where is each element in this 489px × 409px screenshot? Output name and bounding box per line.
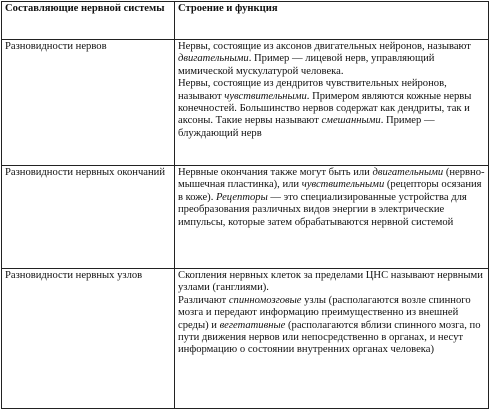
text-run: . Примером являются кожные нервы конечностей. Большинство нервов содержат как дендриты, так и аксоны. Такие нервы называют [178, 90, 472, 127]
header-components: Составляющие нервной системы [2, 2, 175, 40]
table-row [2, 269, 489, 409]
text-run: Скопления нервных клеток за пределами ЦНС называют нервными узлами (ганглиями). [178, 270, 483, 294]
text-run: Нервы, состоящие из дендритов чувствительных нейронов, называют [178, 78, 447, 102]
text-run: Нервные окончания также могут быть или [178, 167, 373, 178]
table-row [2, 40, 489, 166]
component-cell: Разновидности нервных узлов [2, 269, 175, 409]
description-paragraph [178, 295, 485, 357]
text-run: Нервы, состоящие из аксонов двигательных нейронов, называют [178, 41, 471, 52]
table-header-row [2, 2, 489, 40]
nervous-system-table [1, 1, 489, 409]
emphasized-term: двигательными [372, 167, 444, 178]
text-run: Различают [178, 294, 229, 306]
text-run: — это специализированные устройства для преобразования различных видов энергии в электрические импульсы, которые затем обрабатываются нервной системой [178, 191, 467, 228]
component-cell: Разновидности нервов [2, 40, 175, 166]
emphasized-term: двигательными [178, 53, 249, 65]
header-structure-function: Строение и функция [175, 2, 489, 40]
description-cell [175, 166, 489, 269]
emphasized-term: Рецепторы [216, 191, 268, 203]
emphasized-term: вегетативные [219, 319, 286, 331]
description-cell [175, 40, 489, 166]
component-cell: Разновидности нервных окончаний [2, 166, 175, 269]
text-run: узлы (располагаются возле спинного мозга и передают информацию преимущественно из внешней среды) и [178, 294, 471, 331]
description-paragraph [178, 167, 485, 229]
text-run: (располагаются вблизи спинного мозга, по пути движения нервов или непосредственно в органах, и несут информацию о состоянии внутренних органах человека) [178, 319, 481, 356]
emphasized-term: чувствительными [224, 90, 307, 102]
description-paragraph [178, 270, 485, 295]
text-run: . Пример — лицевой нерв, управляющий мимической мускулатурой человека. [178, 53, 435, 77]
text-run: . Пример — блуждающий нерв [178, 115, 435, 139]
text-run: (рецепторы осязания в коже). [178, 179, 482, 203]
emphasized-term: смешанными [321, 115, 381, 127]
emphasized-term: чувствительными [301, 179, 385, 191]
emphasized-term: спинномозговые [228, 294, 302, 306]
description-paragraph [178, 41, 485, 78]
description-cell [175, 269, 489, 409]
table-row [2, 166, 489, 269]
text-run: (нервно-мышечная пластинка), или [178, 167, 485, 191]
description-paragraph [178, 78, 485, 140]
